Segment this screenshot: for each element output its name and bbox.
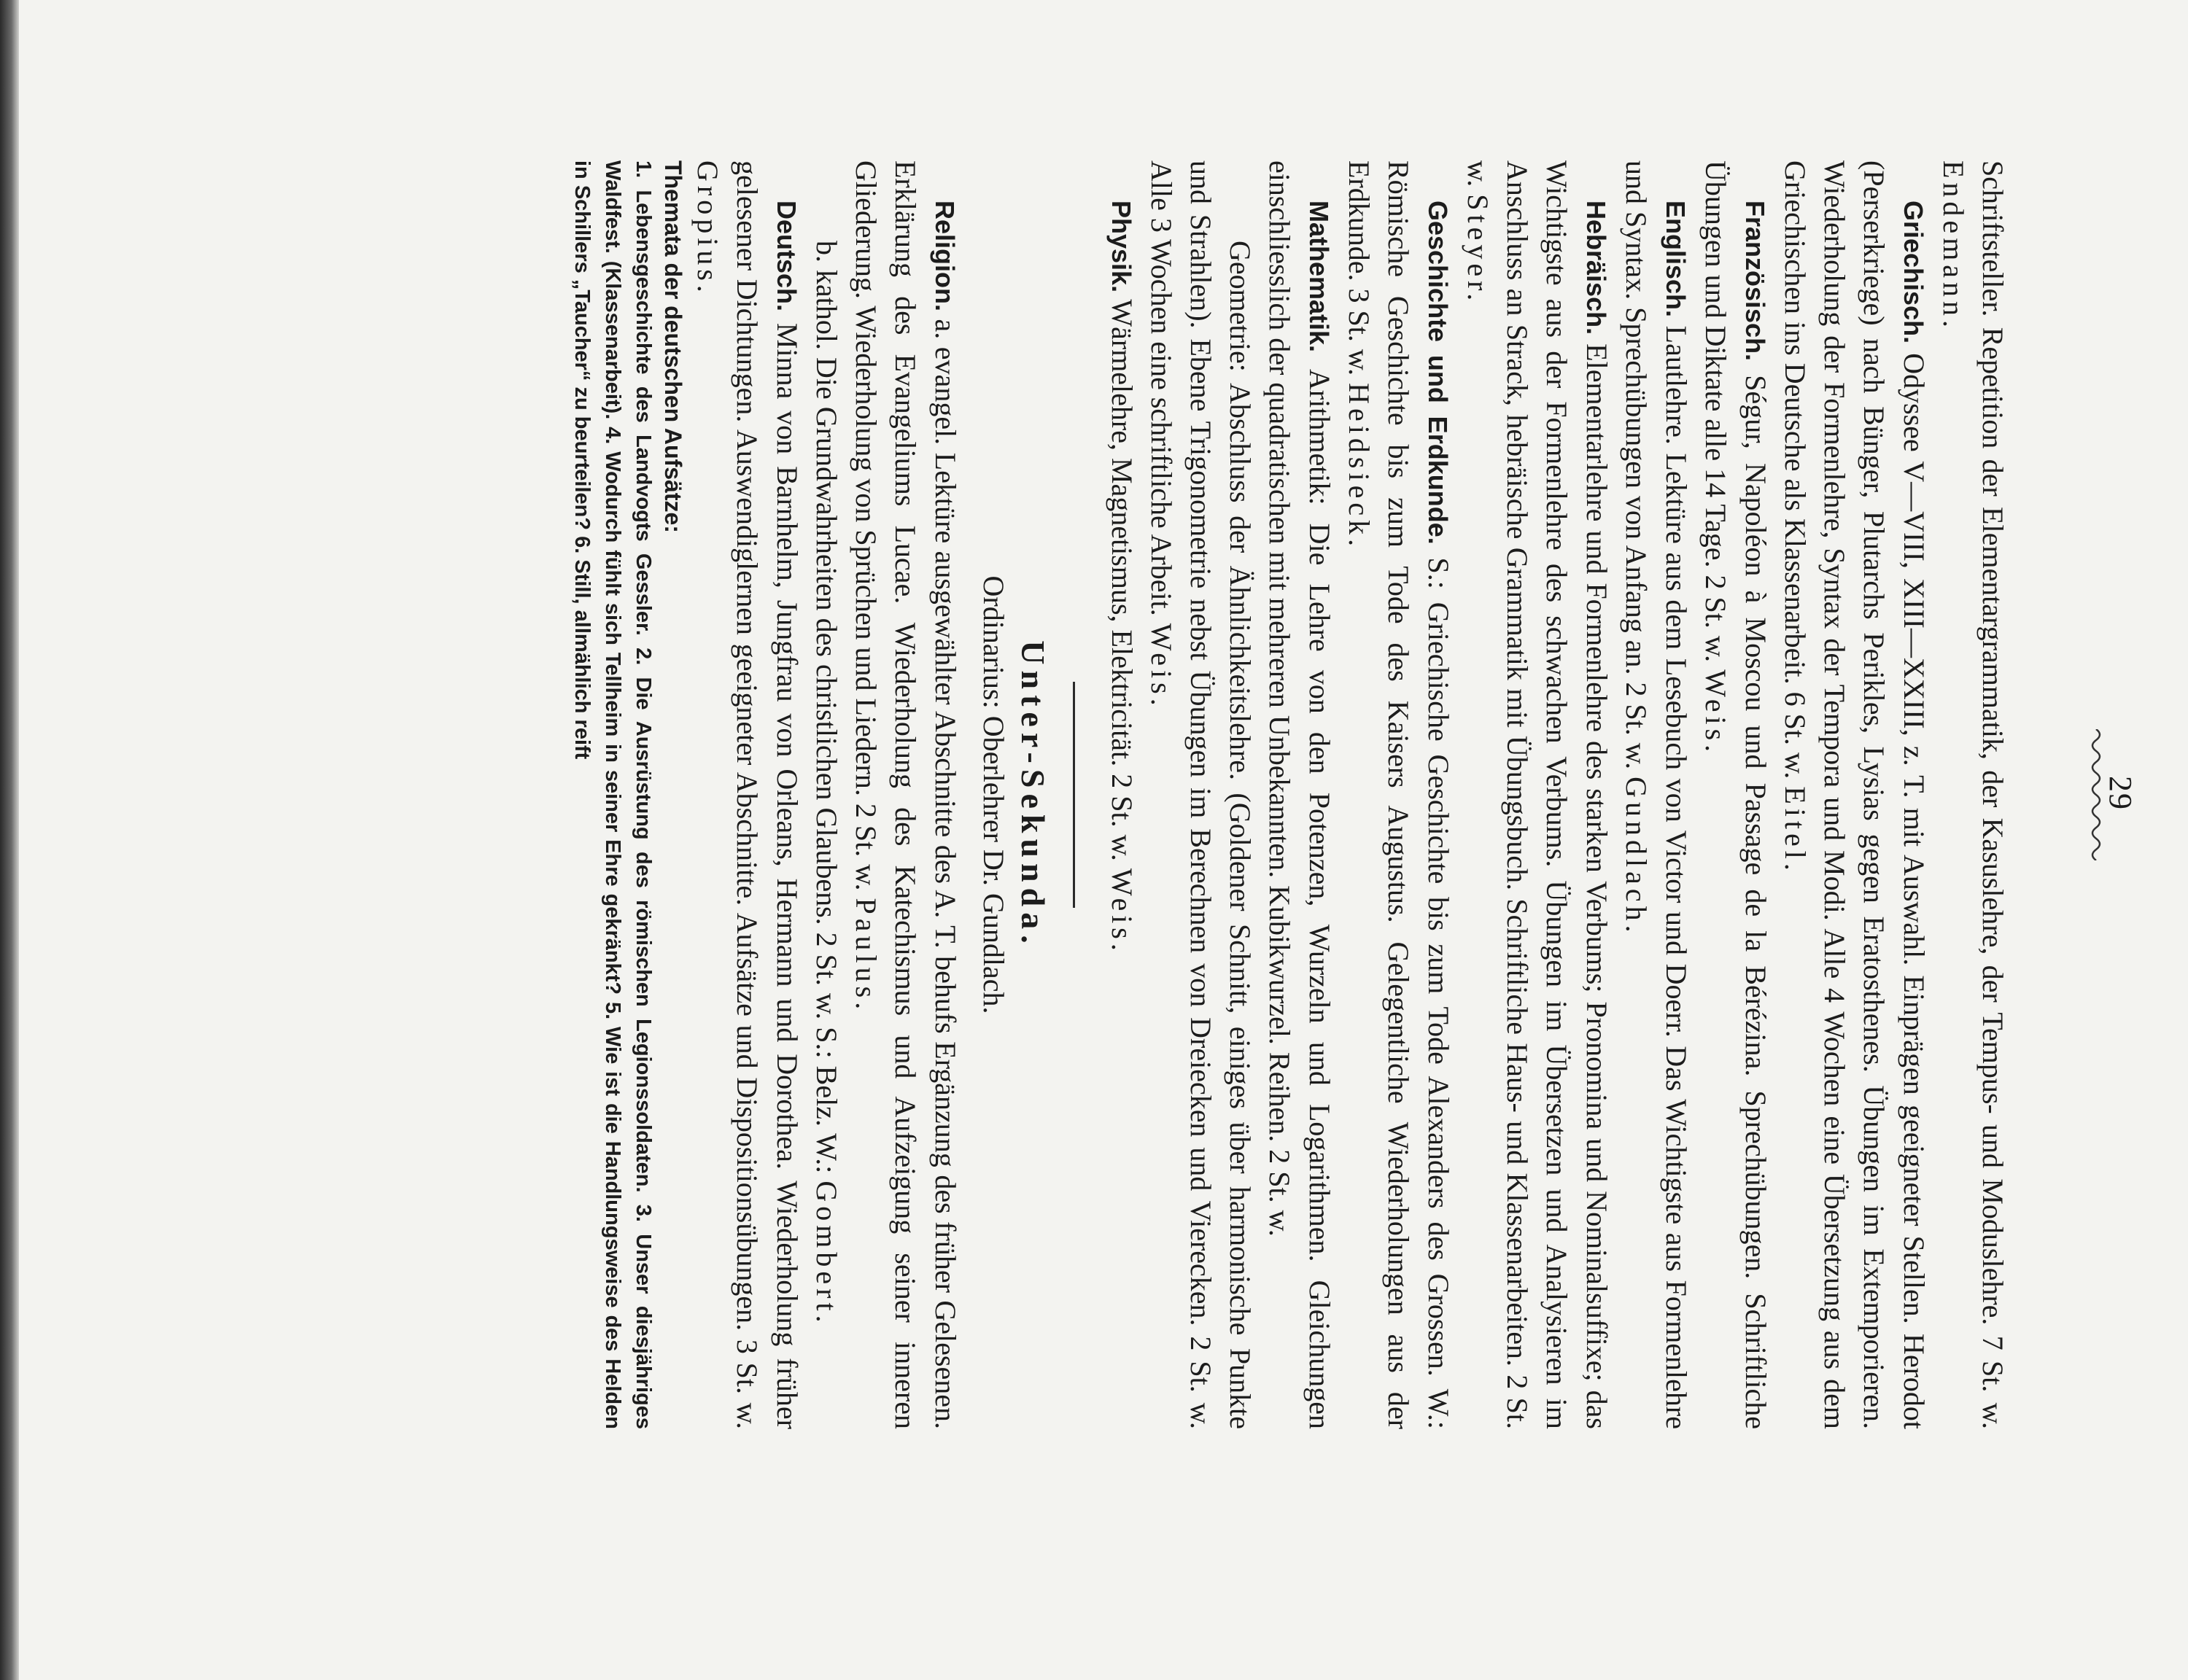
subject-paragraph <box>1260 160 1339 1429</box>
subject-paragraph <box>688 160 807 1429</box>
subject-label: Hebräisch. <box>1581 201 1611 335</box>
subject-text: Wärmelehre, Magnetismus, Elektricität. 2 St. w. <box>1106 299 1138 861</box>
teacher-name: Gundlach. <box>1620 777 1653 937</box>
subject-paragraph <box>1458 160 1616 1429</box>
subject-paragraph <box>1339 160 1458 1429</box>
rotated-page-content <box>74 58 2140 1528</box>
subject-label: Mathematik. <box>1304 201 1334 353</box>
subject-paragraph <box>1775 160 1933 1429</box>
subject-text: a. evangel. Lektüre ausgewählter Abschnitte des A. T. behufs Ergänzung des früher Gelesenen. Erklärung des Evangeliums Lucae. Wiederholung des Katechismus und Aufzeigung seiner inneren Gliederung. Wiederholung von Sprüchen und Liedern. 2 St. w. <box>850 160 962 1430</box>
teacher-name: Steyer. <box>1462 194 1494 306</box>
subject-text: Lautlehre. Lektüre aus dem Lesebuch von Victor und Doerr. Das Wichtigste aus Formenlehre und Syntax. Sprechübungen von Anfang an. 2 St. w. <box>1620 160 1693 1430</box>
subject-label: Geschichte und Erdkunde. <box>1423 201 1453 545</box>
teacher-name: Endemann. <box>1937 160 1970 332</box>
lower-section <box>688 160 965 1429</box>
ordinarius-line: Ordinarius: Oberlehrer Dr. Gundlach. <box>977 575 1010 1014</box>
subject-paragraph <box>1141 160 1260 1429</box>
subject-paragraph <box>1933 160 2012 1429</box>
subject-paragraph <box>807 160 846 1429</box>
subject-label: Religion. <box>930 201 960 311</box>
subject-label: Englisch. <box>1661 201 1691 318</box>
wavy-ornament <box>2089 729 2103 860</box>
text-column <box>567 160 2012 1429</box>
teacher-name: Gropius. <box>691 160 724 297</box>
section-title: Unter-Sekunda. <box>1015 640 1052 949</box>
subject-text: Geometrie: Abschluss der Ähnlichkeitslehre. (Goldener Schnitt, einiges über harmonische Punkte und Strahlen). Ebene Trigonometrie nebst Übungen im Berechnen von Dreiecken und Vierecken. 2 St. w. Alle 3 Wochen eine schriftliche Arbeit. <box>1145 160 1257 1429</box>
subject-text: b. kathol. Die Grundwahrheiten des christlichen Glaubens. 2 St. w. S.: Belz. W.: <box>810 241 843 1174</box>
teacher-name: Gombert. <box>810 1181 843 1327</box>
teacher-name: Weis. <box>1106 868 1138 955</box>
subject-paragraph <box>1616 160 1696 1429</box>
teacher-name: Eitel. <box>1779 786 1812 875</box>
subject-text: Elementarlehre und Formenlehre des starken Verbums; Pronomina und Nominalsuffixe; das Wichtigste aus der Formenlehre des schwachen Verbums. Übungen im Übersetzen und Analysieren im Anschluss an Strack, hebräische Grammatik mit Übungsbuch. Schriftliche Haus- und Klassenarbeiten. 2 St. w. <box>1462 160 1613 1430</box>
subject-text: S.: Griechische Geschichte bis zum Tode Alexanders des Grossen. W.: Römische Geschichte bis zum Tode des Kaisers Augustus. Gelegentliche Wiederholungen aus der Erdkunde. 3 St. w. <box>1343 160 1455 1429</box>
section-divider <box>1073 682 1075 908</box>
subject-label: Französisch. <box>1740 201 1770 362</box>
subject-label: Deutsch. <box>772 201 802 312</box>
subject-paragraph <box>1101 160 1141 1429</box>
themes-title: Themata der deutschen Aufsätze: <box>660 160 686 533</box>
subject-text: Arithmetik: Die Lehre von den Potenzen, Wurzeln und Logarithmen. Gleichungen einschliesslich der quadratischen mit mehreren Unbekannten. Kubikwurzel. Reihen. 2 St. w. <box>1263 160 1336 1429</box>
subject-paragraph <box>846 160 965 1429</box>
teacher-name: Weis. <box>1145 623 1178 710</box>
themes-list: 1. Lebensgeschichte des Landvogts Gessler. 2. Die Ausrüstung des römischen Legionssoldaten. 3. Unser diesjähriges Waldfest. (Klassenarbeit). 4. Wodurch fühlt sich Tellheim in seiner Ehre gekränkt? 5. Wie ist die Handlungsweise des Helden in Schillers „Taucher“ zu beurteilen? 6. Still, allmählich reift <box>570 160 655 1429</box>
subject-label: Griechisch. <box>1898 201 1928 344</box>
subject-label: Physik. <box>1106 201 1136 293</box>
binding-shadow <box>0 0 19 1680</box>
subject-text: Minna von Barnhelm, Jungfrau von Orleans, Hermann und Dorothea. Wiederholung früher gelesener Dichtungen. Auswendiglernen geeigneter Abschnitte. Aufsätze und Dispositionsübungen. 3 St. w. <box>731 160 804 1429</box>
subject-text: Odyssee V—VIII, XIII—XXIII, z. T. mit Auswahl. Einprägen geeigneter Stellen. Herodot (Perserkriege) nach Bünger, Plutarchs Perikles, Lysias gegen Eratosthenes. Übungen im Extemporieren. Wiederholung der Formenlehre, Syntax der Tempora und Modi. Alle 4 Wochen eine Übersetzung aus dem Griechischen ins Deutsche als Klassenarbeit. 6 St. w. <box>1779 160 1931 1430</box>
teacher-name: Paulus. <box>850 898 882 1014</box>
page-number: 29 <box>2103 776 2138 811</box>
subject-paragraph <box>1696 160 1775 1429</box>
upper-section <box>1101 160 2012 1429</box>
teacher-name: Weis. <box>1699 669 1732 757</box>
teacher-name: Heidsieck. <box>1343 383 1376 551</box>
subject-text: Ségur, Napoléon à Moscou und Passage de la Bérézina. Sprechübungen. Schriftliche Übungen und Diktate alle 14 Tage. 2 St. w. <box>1699 160 1772 1430</box>
subject-text: Schriftsteller. Repetition der Elementargrammatik, der Kasuslehre, der Tempus- und Moduslehre. 7 St. w. <box>1976 160 2009 1429</box>
